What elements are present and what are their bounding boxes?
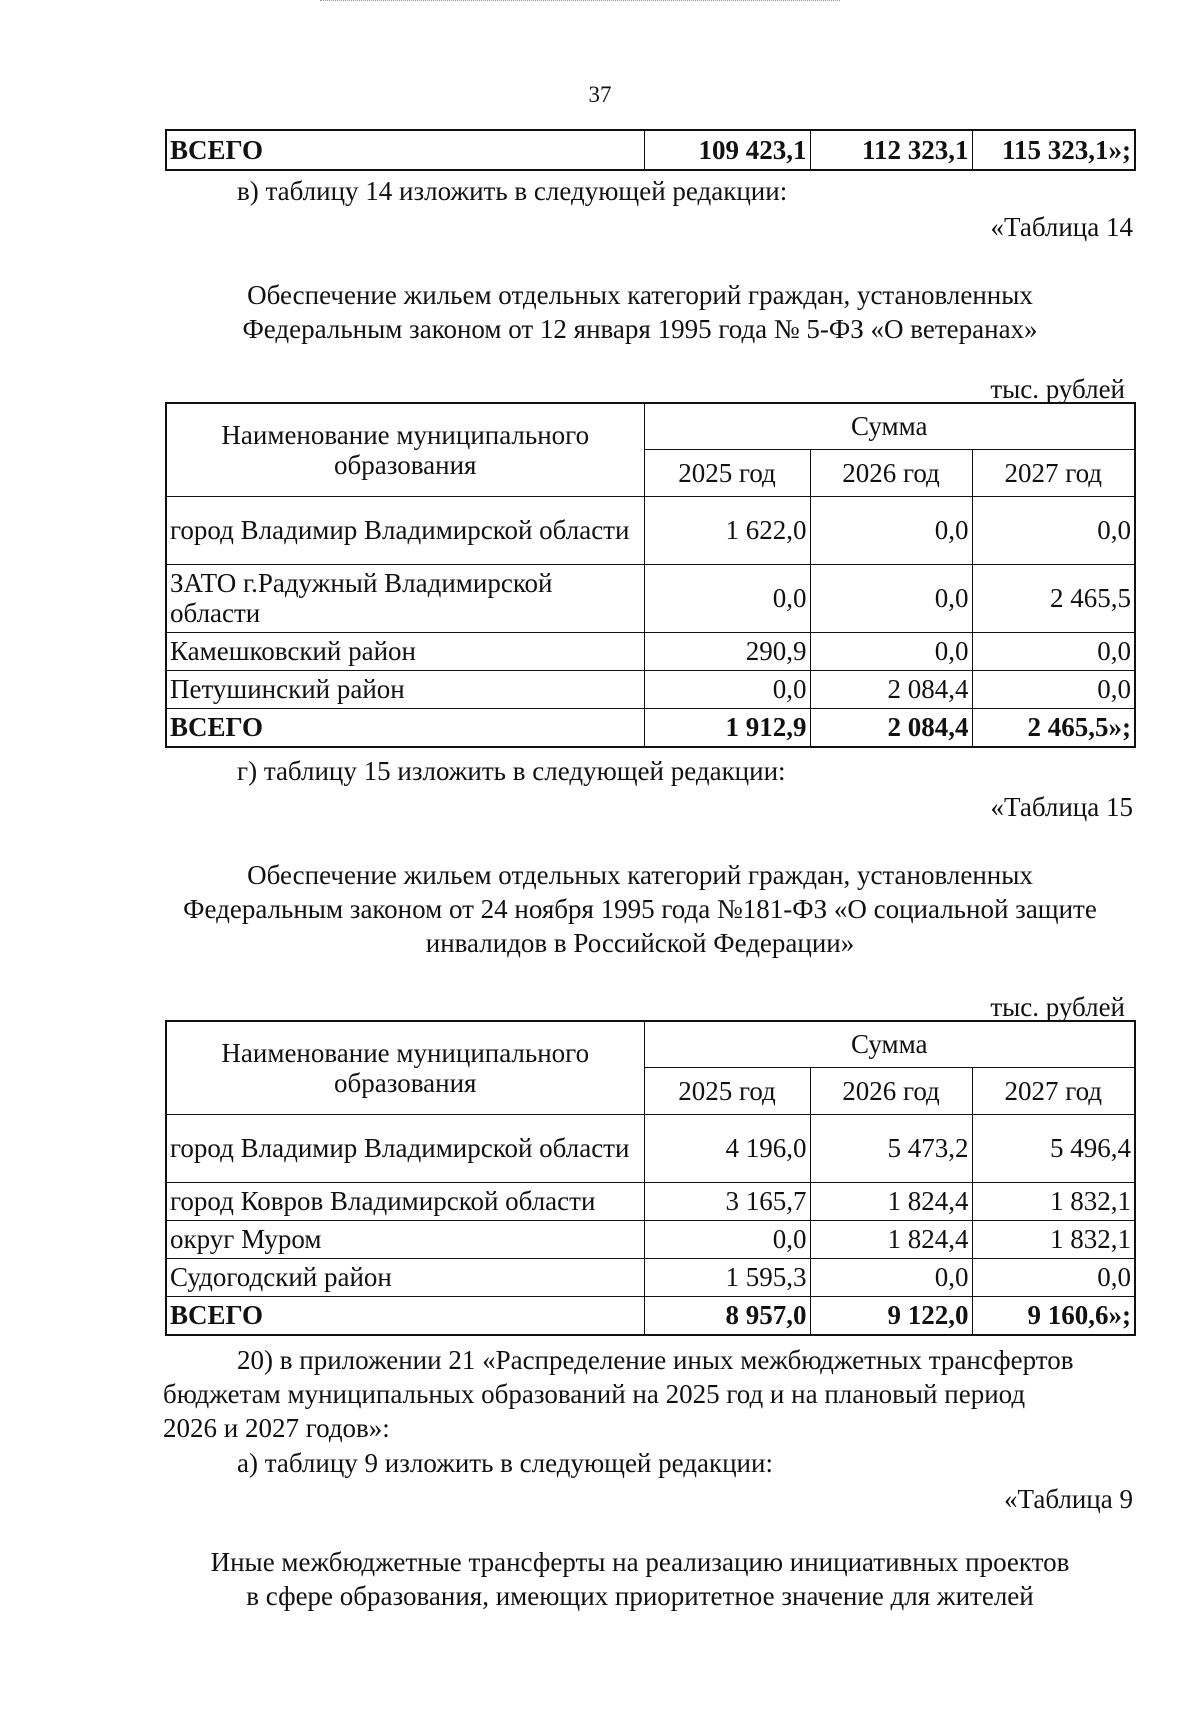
paragraph-20-line1: 20) в приложении 21 «Распределение иных межбюджетных трансфертов	[237, 1345, 1074, 1375]
total-2025: 1 912,9	[644, 708, 810, 747]
table14	[165, 402, 1136, 748]
row-2025: 0,0	[644, 564, 810, 632]
table14-total-row	[166, 708, 1135, 747]
row-2025: 290,9	[644, 632, 810, 670]
table15-title-line1: Обеспечение жильем отдельных категорий граждан, установленных	[247, 860, 1033, 890]
paragraph-g: г) таблицу 15 изложить в следующей редакции:	[237, 756, 786, 786]
carry-over-total-table	[165, 129, 1136, 171]
table15-units: тыс. рублей	[990, 992, 1125, 1022]
table15-total-row	[166, 1296, 1135, 1335]
row-name: округ Муром	[166, 1220, 644, 1258]
carry-total-2026: 112 323,1	[810, 130, 972, 170]
row-2026: 1 824,4	[810, 1220, 972, 1258]
row-name: город Ковров Владимирской области	[166, 1182, 644, 1220]
row-name: город Владимир Владимирской области	[166, 496, 644, 564]
carry-total-label: ВСЕГО	[166, 130, 644, 170]
table-row	[166, 564, 1135, 632]
paragraph-v: в) таблицу 14 изложить в следующей редакции:	[237, 176, 788, 206]
row-2026: 0,0	[810, 564, 972, 632]
total-label: ВСЕГО	[166, 1296, 644, 1335]
table9-caption: «Таблица 9	[1004, 1484, 1133, 1514]
table15-header-2026: 2026 год	[810, 1067, 972, 1114]
row-2027: 1 832,1	[972, 1182, 1135, 1220]
table14-header-2026: 2026 год	[810, 449, 972, 496]
row-name: Судогодский район	[166, 1258, 644, 1296]
table-row	[166, 496, 1135, 564]
table15-title-line3: инвалидов в Российской Федерации»	[425, 928, 855, 958]
page-number: 37	[588, 82, 612, 107]
table14-header-sum: Сумма	[644, 403, 1135, 449]
row-2025: 1 622,0	[644, 496, 810, 564]
table14-title-line2: Федеральным законом от 12 января 1995 года № 5-ФЗ «О ветеранах»	[242, 314, 1038, 344]
carry-total-row	[166, 130, 1135, 170]
table-row	[166, 1114, 1135, 1182]
table14-units: тыс. рублей	[990, 374, 1125, 404]
total-2026: 2 084,4	[810, 708, 972, 747]
row-2025: 4 196,0	[644, 1114, 810, 1182]
total-2027: 2 465,5»;	[972, 708, 1135, 747]
table15-header-name: Наименование муниципального образования	[166, 1021, 644, 1114]
row-2027: 0,0	[972, 1258, 1135, 1296]
row-2027: 0,0	[972, 632, 1135, 670]
table14-header-name: Наименование муниципального образования	[166, 403, 644, 496]
table15-header-row	[166, 1021, 1135, 1067]
total-2026: 9 122,0	[810, 1296, 972, 1335]
table14-title-line1: Обеспечение жильем отдельных категорий граждан, установленных	[247, 280, 1033, 310]
table14-caption: «Таблица 14	[990, 212, 1133, 242]
table15-header-2025: 2025 год	[644, 1067, 810, 1114]
row-2027: 1 832,1	[972, 1220, 1135, 1258]
table15-caption: «Таблица 15	[990, 792, 1133, 822]
table9-title-line1: Иные межбюджетные трансферты на реализацию инициативных проектов	[210, 1547, 1070, 1577]
total-2027: 9 160,6»;	[972, 1296, 1135, 1335]
row-2025: 0,0	[644, 670, 810, 708]
row-2025: 3 165,7	[644, 1182, 810, 1220]
table14-header-2027: 2027 год	[972, 449, 1135, 496]
row-name: ЗАТО г.Радужный Владимирской области	[166, 564, 644, 632]
row-2027: 0,0	[972, 496, 1135, 564]
row-2026: 0,0	[810, 1258, 972, 1296]
row-2027: 5 496,4	[972, 1114, 1135, 1182]
row-2025: 1 595,3	[644, 1258, 810, 1296]
row-2026: 5 473,2	[810, 1114, 972, 1182]
table14-header-2025: 2025 год	[644, 449, 810, 496]
paragraph-a: а) таблицу 9 изложить в следующей редакции:	[237, 1448, 773, 1478]
row-2026: 0,0	[810, 632, 972, 670]
row-2026: 1 824,4	[810, 1182, 972, 1220]
table9-title-line2: в сфере образования, имеющих приоритетное значение для жителей	[246, 1581, 1034, 1611]
total-2025: 8 957,0	[644, 1296, 810, 1335]
table-row	[166, 1220, 1135, 1258]
total-label: ВСЕГО	[166, 708, 644, 747]
row-name: Камешковский район	[166, 632, 644, 670]
row-name: город Владимир Владимирской области	[166, 1114, 644, 1182]
carry-total-2025: 109 423,1	[644, 130, 810, 170]
paragraph-20-line3: 2026 и 2027 годов»:	[163, 1413, 390, 1443]
paragraph-20-line2: бюджетам муниципальных образований на 2025 год и на плановый период	[163, 1379, 1026, 1409]
scan-top-edge	[320, 0, 840, 2]
row-2027: 0,0	[972, 670, 1135, 708]
row-2026: 0,0	[810, 496, 972, 564]
table-row	[166, 1182, 1135, 1220]
table-row	[166, 632, 1135, 670]
table-row	[166, 670, 1135, 708]
row-2025: 0,0	[644, 1220, 810, 1258]
table15-title-line2: Федеральным законом от 24 ноября 1995 года №181-ФЗ «О социальной защите	[183, 894, 1097, 924]
table14-header-row	[166, 403, 1135, 449]
row-2027: 2 465,5	[972, 564, 1135, 632]
carry-total-2027: 115 323,1»;	[972, 130, 1135, 170]
table15	[165, 1020, 1136, 1336]
row-name: Петушинский район	[166, 670, 644, 708]
table-row	[166, 1258, 1135, 1296]
row-2026: 2 084,4	[810, 670, 972, 708]
table15-header-2027: 2027 год	[972, 1067, 1135, 1114]
table15-header-sum: Сумма	[644, 1021, 1135, 1067]
